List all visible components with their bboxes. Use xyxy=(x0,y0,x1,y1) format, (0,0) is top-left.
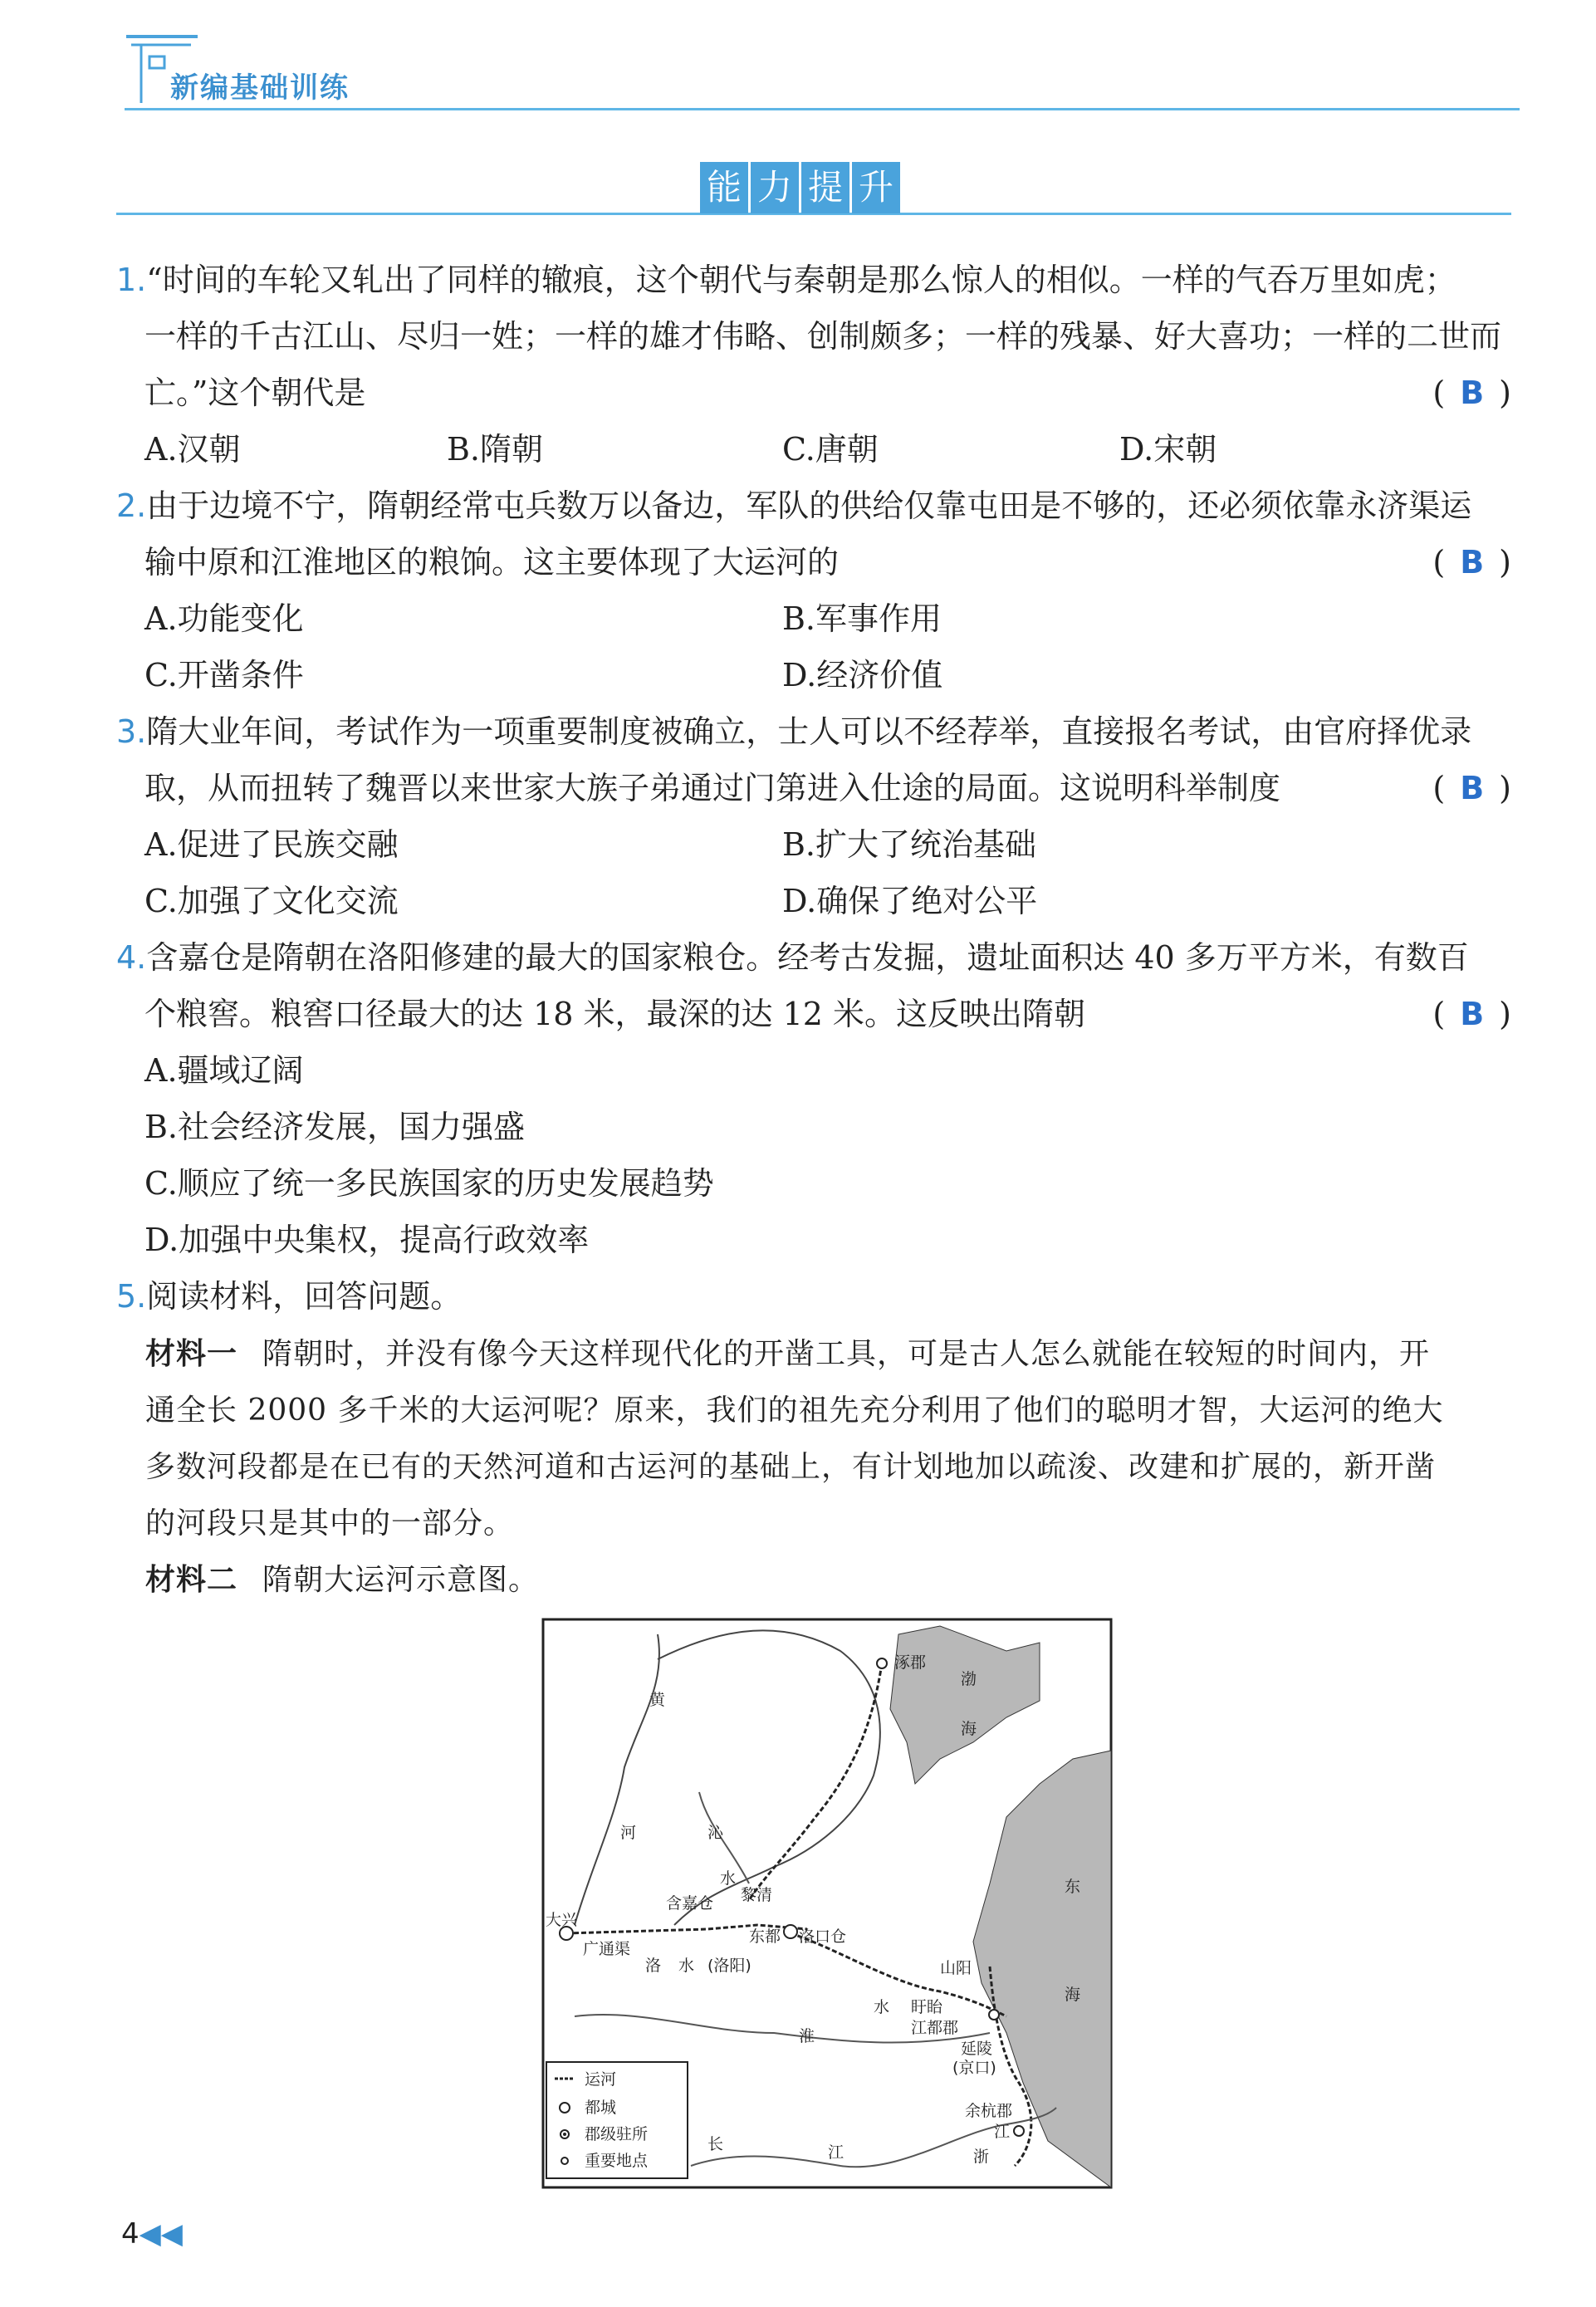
marker-zhuojun xyxy=(877,1658,887,1668)
option-b: B.社会经济发展，国力强盛 xyxy=(144,1109,526,1145)
label-he: 河 xyxy=(620,1824,637,1842)
material-1-label: 材料一 xyxy=(145,1337,238,1371)
label-luo: 洛 xyxy=(645,1957,662,1975)
answer-letter: B xyxy=(1460,544,1485,580)
legend-canal: 运河 xyxy=(585,2070,617,2089)
label-shui3: 水 xyxy=(874,1998,890,2016)
legend-place: 重要地点 xyxy=(585,2152,649,2170)
material-1-line-3: 多数河段都是在已有的天然河道和古运河的基础上，有计划地加以疏浚、改建和扩展的，新开凿 xyxy=(145,1450,1437,1484)
material-1-line-2: 通全长 2000 多千米的大运河呢？原来，我们的祖先充分利用了他们的聪明才智，大运河的绝大 xyxy=(145,1394,1444,1428)
label-zhe: 浙 xyxy=(973,2148,990,2166)
option-c: C.开凿条件 xyxy=(144,657,304,693)
question-1-line-2: 一样的千古江山、尽归一姓；一样的雄才伟略、创制颇多；一样的残暴、好大喜功；一样的二世而 xyxy=(144,318,1502,355)
material-2-line: 材料二 隋朝大运河示意图。 xyxy=(145,1563,540,1597)
question-5-line-1: 5.阅读材料，回答问题。 xyxy=(116,1278,463,1315)
label-yuhangjun: 余杭郡 xyxy=(965,2102,1013,2120)
label-jiang2: 江 xyxy=(994,2123,1011,2141)
question-1-line-1: 1.“时间的车轮又轧出了同样的辙痕，这个朝代与秦朝是那么惊人的相似。一样的气吞万里如虎； xyxy=(116,262,1456,298)
material-1-line-4: 的河段只是其中的一部分。 xyxy=(145,1506,515,1540)
option-a: A.功能变化 xyxy=(144,600,304,637)
section-title xyxy=(700,162,903,213)
label-jiang: 江 xyxy=(828,2143,845,2162)
back-arrow-icon: ◀◀ xyxy=(139,2217,183,2251)
label-shanyang: 山阳 xyxy=(940,1959,972,1977)
question-2-line-2: 输中原和江淮地区的粮饷。这主要体现了大运河的 xyxy=(144,544,840,580)
section-char: 提 xyxy=(801,162,849,213)
label-liqing: 黎清 xyxy=(741,1886,773,1904)
header-rule xyxy=(125,108,1520,110)
question-3-line-1: 3.隋大业年间，考试作为一项重要制度被确立，士人可以不经荐举，直接报名考试，由官府择优录 xyxy=(116,713,1472,750)
label-jingkou: (京口) xyxy=(952,2059,996,2077)
option-b: B.军事作用 xyxy=(782,600,942,637)
label-yanling: 延陵 xyxy=(961,2040,993,2058)
label-chang: 长 xyxy=(707,2135,724,2153)
label-xuyi: 盱眙 xyxy=(911,1998,943,2016)
page-number: 4◀◀ xyxy=(121,2217,183,2251)
question-number: 5. xyxy=(116,1278,147,1315)
section-char: 力 xyxy=(751,162,799,213)
question-3-line-2: 取，从而扭转了魏晋以来世家大族子弟通过门第进入仕途的局面。这说明科举制度 xyxy=(144,770,1281,806)
answer-letter: B xyxy=(1460,770,1485,806)
marker-yuhang xyxy=(1014,2126,1024,2136)
section-char: 升 xyxy=(852,162,900,213)
question-number: 4. xyxy=(116,939,147,976)
answer-paren: ( B ) xyxy=(1432,770,1511,806)
answer-paren: ( B ) xyxy=(1432,375,1511,411)
question-2-line-1: 2.由于边境不宁，隋朝经常屯兵数万以备边，军队的供给仅靠屯田是不够的，还必须依靠永济渠运 xyxy=(116,487,1472,524)
label-luokoucang: 洛口仓 xyxy=(799,1927,847,1946)
label-qin: 沁 xyxy=(707,1824,724,1842)
option-d: D.加强中央集权，提高行政效率 xyxy=(144,1222,590,1258)
option-c: C.加强了文化交流 xyxy=(144,883,399,919)
question-number: 2. xyxy=(116,487,147,524)
material-2-label: 材料二 xyxy=(145,1563,238,1597)
option-a: A.促进了民族交融 xyxy=(144,826,399,863)
label-guangtongqu: 广通渠 xyxy=(583,1940,631,1958)
option-a: A.汉朝 xyxy=(144,431,241,468)
option-d: D.经济价值 xyxy=(782,657,943,693)
grand-canal-map xyxy=(541,1618,1113,2189)
label-shui2: 水 xyxy=(678,1957,695,1975)
section-char: 能 xyxy=(700,162,748,213)
label-dongdu: 东都 xyxy=(749,1927,781,1946)
label-dong: 东 xyxy=(1065,1878,1081,1896)
option-c: C.顺应了统一多民族国家的历史发展趋势 xyxy=(144,1165,714,1202)
label-hai2: 海 xyxy=(1065,1986,1081,2004)
label-jiangdujun: 江都郡 xyxy=(911,2019,959,2037)
question-number: 1. xyxy=(116,262,147,298)
legend-capital: 都城 xyxy=(585,2099,617,2117)
answer-paren: ( B ) xyxy=(1432,544,1511,580)
legend-prefecture: 郡级驻所 xyxy=(585,2125,649,2143)
option-c: C.唐朝 xyxy=(782,431,879,468)
label-hanjiacang: 含嘉仓 xyxy=(666,1894,714,1913)
option-b: B.扩大了统治基础 xyxy=(782,826,1037,863)
label-huai: 淮 xyxy=(799,2027,815,2045)
label-zhuojun: 涿郡 xyxy=(894,1653,927,1672)
question-4-line-1: 4.含嘉仓是隋朝在洛阳修建的最大的国家粮仓。经考古发掘，遗址面积达 40 多万平方米，有数百 xyxy=(116,939,1469,976)
option-d: D.宋朝 xyxy=(1119,431,1217,468)
label-shui1: 水 xyxy=(720,1869,737,1888)
answer-paren: ( B ) xyxy=(1432,996,1511,1032)
question-4-line-2: 个粮窖。粮窖口径最大的达 18 米，最深的达 12 米。这反映出隋朝 xyxy=(144,996,1086,1032)
label-daxing: 大兴 xyxy=(546,1911,578,1929)
label-huang: 黄 xyxy=(649,1691,666,1709)
header-title: 新编基础训练 xyxy=(170,71,350,105)
label-bo: 渤 xyxy=(961,1670,977,1688)
marker-dongdu xyxy=(784,1925,797,1938)
marker-jiangdu xyxy=(989,2010,999,2020)
label-hai1: 海 xyxy=(961,1720,977,1738)
question-1-line-3: 亡。”这个朝代是 xyxy=(144,375,366,411)
question-number: 3. xyxy=(116,713,147,750)
label-luoyang: (洛阳) xyxy=(707,1957,751,1975)
option-b: B.隋朝 xyxy=(447,431,544,468)
material-1-line-1: 材料一 隋朝时，并没有像今天这样现代化的开凿工具，可是古人怎么就能在较短的时间内，开 xyxy=(145,1337,1431,1371)
option-a: A.疆域辽阔 xyxy=(144,1052,304,1089)
answer-letter: B xyxy=(1460,375,1485,411)
answer-letter: B xyxy=(1460,996,1485,1032)
option-d: D.确保了绝对公平 xyxy=(782,883,1038,919)
